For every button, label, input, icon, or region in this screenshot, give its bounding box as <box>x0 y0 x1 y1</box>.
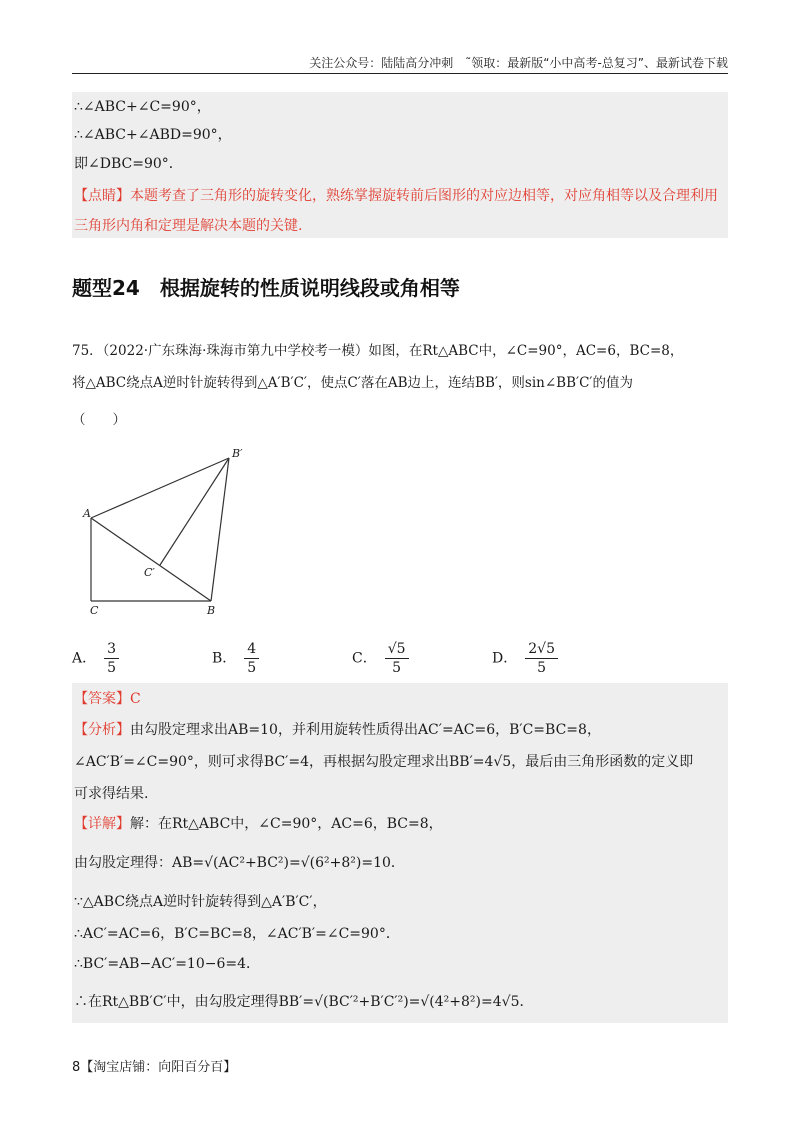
option-a-den: 5 <box>107 660 117 676</box>
question-line-1: 75．（2022·广东珠海·珠海市第九中学校考一模）如图，在Rt△ABC中，∠C=90°，AC=6，BC=8， <box>72 343 684 359</box>
proof-line-1: ∴∠ABC+∠C=90°， <box>74 99 211 115</box>
option-b-fraction <box>244 640 259 677</box>
fenxi-tag: 【分析】 <box>74 722 130 738</box>
fenxi-text-1: 由勾股定理求出AB=10，并利用旋转性质得出AC′=AC=6，B′C=BC=8， <box>130 722 601 738</box>
xiangjie-line-4: ∴AC′=AC=6，B′C=BC=8，∠AC′B′=∠C=90°． <box>74 926 400 942</box>
segment-AB-prime <box>91 458 229 518</box>
proof-line-3: 即∠DBC=90°． <box>74 156 183 172</box>
segment-AB <box>91 518 211 601</box>
answer-line: 【答案】C <box>74 691 141 707</box>
xiangjie-text-1: 解：在Rt△ABC中，∠C=90°，AC=6，BC=8， <box>130 816 443 832</box>
label-C: C <box>90 604 99 617</box>
dianjing-line-2: 三角形内角和定理是解决本题的关键. <box>74 218 303 234</box>
option-c-letter: C． <box>352 650 377 667</box>
option-b-num: 4 <box>244 640 259 659</box>
option-a-num: 3 <box>104 640 119 659</box>
option-c-num: √5 <box>385 640 409 659</box>
question-line-2: 将△ABC绕点A逆时针旋转得到△A′B′C′，使点C′落在AB边上，连结BB′，则sin∠BB′C′的值为 <box>72 375 633 391</box>
option-a-fraction <box>104 640 119 677</box>
option-d-letter: D． <box>492 650 518 667</box>
option-c-den: 5 <box>392 660 402 676</box>
option-a[interactable] <box>72 640 119 677</box>
segment-B-prime-B <box>211 458 229 601</box>
option-d-den: 5 <box>537 660 547 676</box>
xiangjie-tag: 【详解】 <box>74 816 130 832</box>
dianjing-line-1 <box>74 186 718 206</box>
option-b-letter: B． <box>212 650 237 667</box>
label-C-prime: C′ <box>144 566 155 579</box>
option-b-den: 5 <box>247 660 257 676</box>
page-header: 关注公众号：陆陆高分冲刺 ˜领取：最新版“小中高考-总复习”、最新试卷下载 <box>309 56 728 70</box>
option-d[interactable] <box>492 640 558 677</box>
option-c[interactable] <box>352 640 409 677</box>
fenxi-line-2: ∠AC′B′=∠C=90°，则可求得BC′=4，再根据勾股定理求出BB′=4√5，最后由三角形函数的定义即 <box>74 754 694 770</box>
option-d-num: 2√5 <box>525 640 558 659</box>
option-b[interactable] <box>212 640 259 677</box>
proof-line-2: ∴∠ABC+∠ABD=90°， <box>74 127 232 143</box>
geometry-figure <box>80 440 260 620</box>
fenxi-line-3: 可求得结果. <box>74 786 149 802</box>
segment-B-prime-C-prime <box>160 458 229 565</box>
xiangjie-line-1 <box>74 814 443 834</box>
dianjing-text-1: 本题考查了三角形的旋转变化，熟练掌握旋转前后图形的对应边相等，对应角相等以及合理利用 <box>130 188 718 204</box>
option-c-fraction <box>385 640 409 677</box>
header-divider <box>72 73 728 74</box>
fenxi-line-1 <box>74 720 601 740</box>
xiangjie-line-2: 由勾股定理得：AB=√(AC²+BC²)=√(6²+8²)=10． <box>74 855 405 871</box>
question-line-3: （ ） <box>72 412 126 428</box>
option-d-fraction <box>525 640 558 677</box>
section-title: 题型24 根据旋转的性质说明线段或角相等 <box>72 276 460 300</box>
label-B: B <box>207 604 216 617</box>
dianjing-tag: 【点睛】 <box>74 188 130 204</box>
xiangjie-line-3: ∵△ABC绕点A逆时针旋转得到△A′B′C′， <box>74 894 327 910</box>
label-A: A <box>83 507 91 520</box>
xiangjie-line-6: ∴在Rt△BB′C′中，由勾股定理得BB′=√(BC′²+B′C′²)=√(4²+8²)=4√5． <box>74 994 534 1010</box>
label-B-prime: B′ <box>232 447 243 460</box>
page-footer: 8【淘宝店铺：向阳百分百】 <box>72 1060 237 1075</box>
xiangjie-line-5: ∴BC′=AB−AC′=10−6=4． <box>74 956 261 972</box>
option-a-letter: A． <box>72 650 97 667</box>
